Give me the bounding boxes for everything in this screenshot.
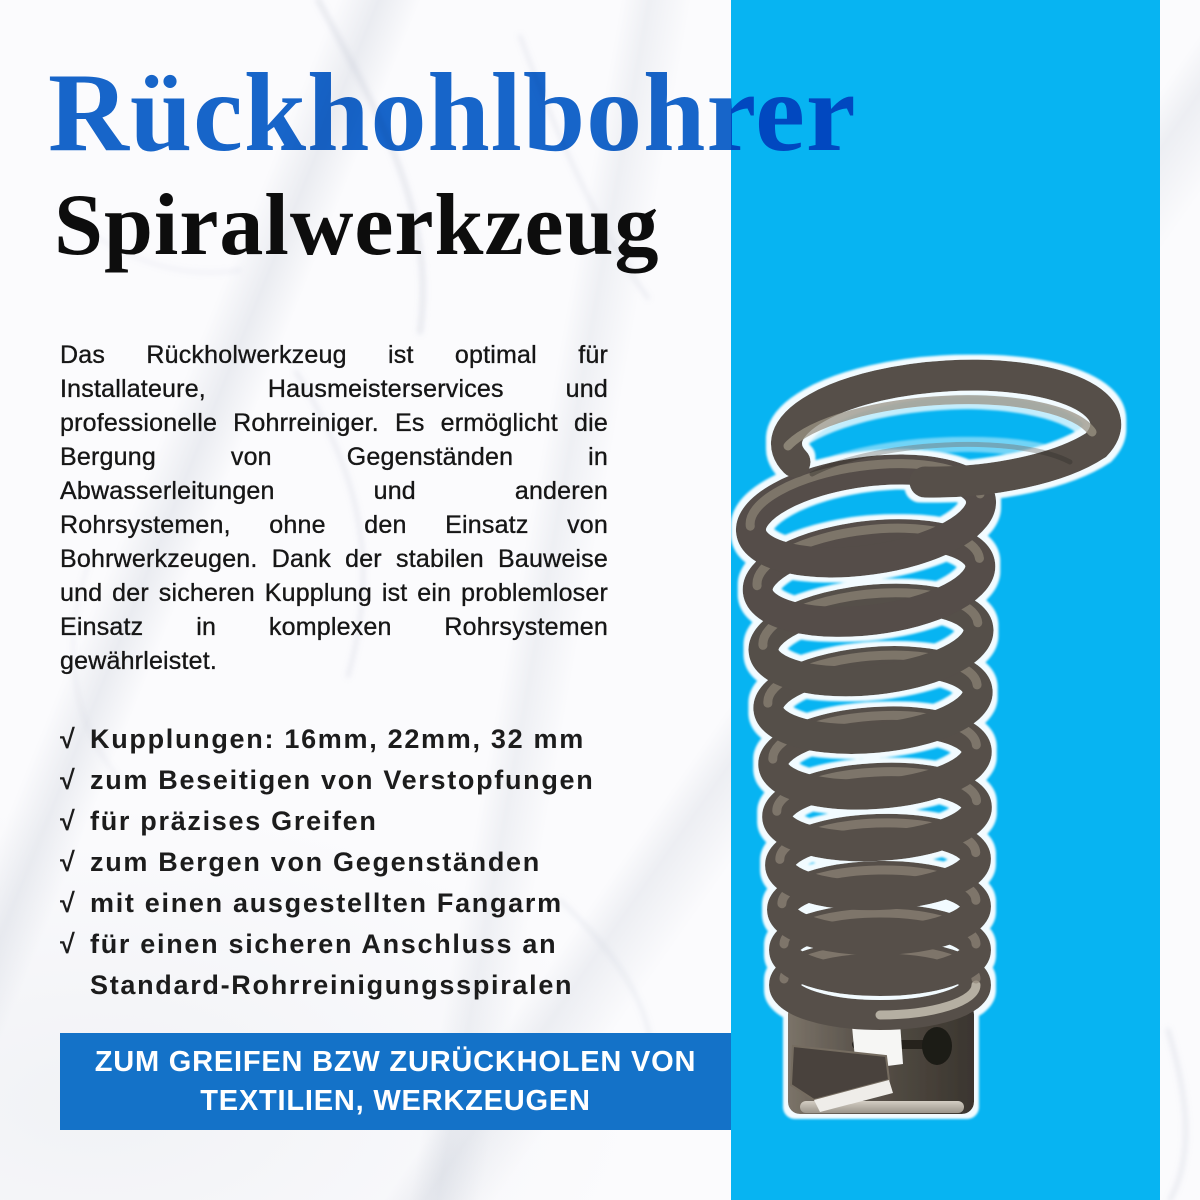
accent-band [731,0,1160,1200]
check-icon: √ [60,929,75,959]
feature-item [60,847,594,888]
feature-item [60,888,594,929]
feature-text: Kupplungen: 16mm, 22mm, 32 mm [90,724,585,754]
check-icon: √ [60,847,75,877]
feature-item [60,806,594,847]
check-icon: √ [60,724,75,754]
check-icon: √ [60,765,75,795]
product-description: Das Rückholwerkzeug ist optimal für Installateure, Hausmeisterservices und professionelle Rohrreiniger. Es ermöglicht die Bergung von Gegenständen in Abwasserleitungen und anderen Rohrsystemen, ohne den Einsatz von Bohrwerkzeugen. Dank der stabilen Bauweise und der sicheren Kupplung ist ein problemloser Einsatz in komplexen Rohrsystemen gewährleistet. [60,341,608,675]
banner-line-2: TEXTILIEN, WERKZEUGEN [200,1084,591,1117]
feature-text: zum Bergen von Gegenständen [90,847,541,877]
usage-banner [60,1033,731,1130]
feature-text: für einen sicheren Anschluss an [90,929,558,959]
feature-text: für präzises Greifen [90,806,378,836]
feature-list [60,724,594,1011]
feature-item [60,765,594,806]
feature-item [60,724,594,765]
product-title: Rückhohlbohrer [48,51,857,175]
check-icon: √ [60,806,75,836]
check-icon: √ [60,888,75,918]
feature-item-continuation [60,970,594,1011]
feature-text: mit einen ausgestellten Fangarm [90,888,563,918]
feature-item [60,929,594,970]
feature-text: zum Beseitigen von Verstopfungen [90,765,595,795]
banner-line-1: ZUM GREIFEN BZW ZURÜCKHOLEN VON [94,1045,697,1078]
product-subtitle: Spiralwerkzeug [54,177,660,274]
feature-text: Standard-Rohrreinigungsspiralen [90,970,574,1000]
